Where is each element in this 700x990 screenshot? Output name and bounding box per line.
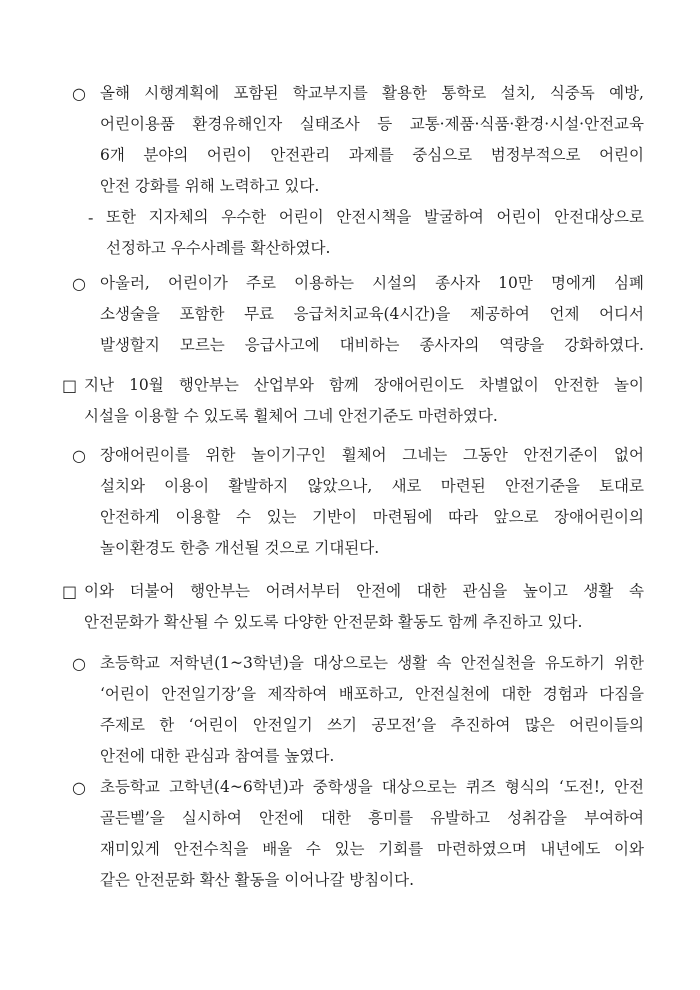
text-line: 같은 안전문화 확산 활동을 이어나갈 방침이다. xyxy=(100,871,415,889)
text-line: 선정하고 우수사례를 확산하였다. xyxy=(106,239,331,257)
circle-bullet-icon: ○ xyxy=(72,654,86,673)
text-line: 골든벨’을 실시하여 안전에 대한 흥미를 유발하고 성취감을 부여하여 xyxy=(100,809,644,827)
dash-item xyxy=(88,202,644,264)
text-line: 안전에 대한 관심과 참여를 높였다. xyxy=(100,747,335,765)
text-line: ‘어린이 안전일기장’을 제작하여 배포하고, 안전실천에 대한 경험과 다짐을 xyxy=(100,685,644,703)
text-line: 안전하게 이용할 수 있는 기반이 마련됨에 따라 앞으로 장애어린이의 xyxy=(100,508,644,526)
text-line: 6개 분야의 어린이 안전관리 과제를 중심으로 범정부적으로 어린이 xyxy=(100,146,644,164)
text-line: 올해 시행계획에 포함된 학교부지를 활용한 통학로 설치, 식중독 예방, xyxy=(100,84,644,102)
circle-bullet-icon: ○ xyxy=(72,274,86,293)
text-line: 아울러, 어린이가 주로 이용하는 시설의 종사자 10만 명에게 심폐 xyxy=(100,274,644,292)
square-bullet-icon: □ xyxy=(62,376,78,395)
text-line: 이와 더불어 행안부는 어려서부터 안전에 대한 관심을 높이고 생활 속 xyxy=(84,582,644,600)
bullet-item xyxy=(72,440,644,564)
dash-bullet-icon: - xyxy=(88,208,94,227)
bullet-item xyxy=(72,78,644,202)
text-line: 재미있게 안전수칙을 배울 수 있는 기회를 마련하였으며 내년에도 이와 xyxy=(100,840,644,858)
circle-bullet-icon: ○ xyxy=(72,84,86,103)
bullet-item xyxy=(72,268,644,361)
text-line: 설치와 이용이 활발하지 않았으나, 새로 마련된 안전기준을 토대로 xyxy=(100,477,644,495)
text-line: 장애어린이를 위한 놀이기구인 휠체어 그네는 그동안 안전기준이 없어 xyxy=(100,446,644,464)
text-line: 시설을 이용할 수 있도록 휠체어 그네 안전기준도 마련하였다. xyxy=(84,407,498,425)
bullet-item xyxy=(72,772,644,896)
text-line: 놀이환경도 한층 개선될 것으로 기대된다. xyxy=(100,539,380,557)
text-line: 초등학교 고학년(4~6학년)과 중학생을 대상으로는 퀴즈 형식의 ‘도전!, 안전 xyxy=(100,778,644,796)
text-line: 초등학교 저학년(1~3학년)을 대상으로는 생활 속 안전실천을 유도하기 위한 xyxy=(100,654,644,672)
text-line: 어린이용품 환경유해인자 실태조사 등 교통·제품·식품·환경·시설·안전교육 xyxy=(100,115,644,133)
circle-bullet-icon: ○ xyxy=(72,778,86,797)
square-bullet-icon: □ xyxy=(62,582,78,601)
text-line: 소생술을 포함한 무료 응급처치교육(4시간)을 제공하여 언제 어디서 xyxy=(100,305,644,323)
circle-bullet-icon: ○ xyxy=(72,446,86,465)
text-line: 지난 10월 행안부는 산업부와 함께 장애어린이도 차별없이 안전한 놀이 xyxy=(84,376,644,394)
text-line: 또한 지자체의 우수한 어린이 안전시책을 발굴하여 어린이 안전대상으로 xyxy=(106,208,644,226)
text-line: 발생할지 모르는 응급사고에 대비하는 종사자의 역량을 강화하였다. xyxy=(100,336,644,354)
text-line: 안전문화가 확산될 수 있도록 다양한 안전문화 활동도 함께 추진하고 있다. xyxy=(84,613,583,631)
text-line: 안전 강화를 위해 노력하고 있다. xyxy=(100,177,320,195)
section-item xyxy=(62,576,644,638)
text-line: 주제로 한 ‘어린이 안전일기 쓰기 공모전’을 추진하여 많은 어린이들의 xyxy=(100,716,644,734)
bullet-item xyxy=(72,648,644,772)
section-item xyxy=(62,370,644,432)
